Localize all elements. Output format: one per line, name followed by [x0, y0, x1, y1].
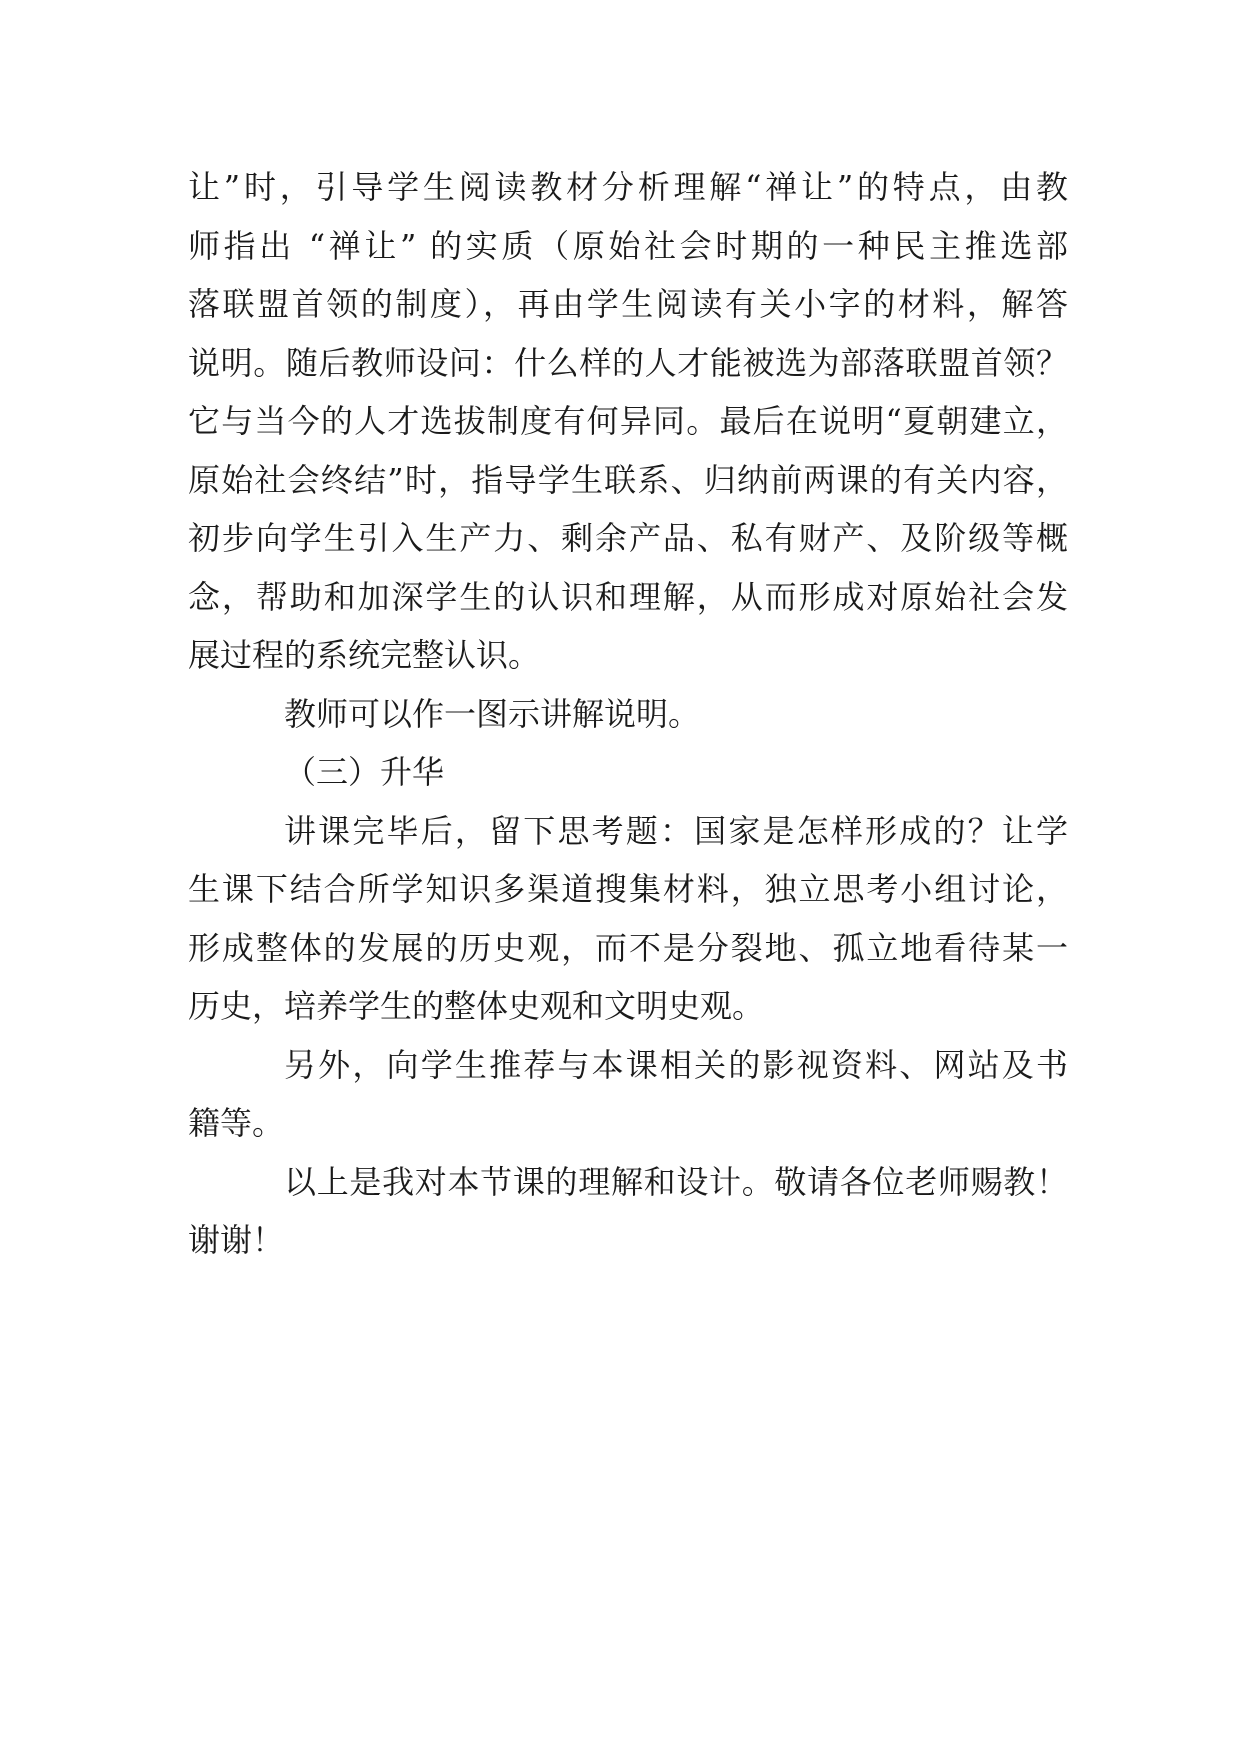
- paragraph-line: 说明。随后教师设问：什么样的人才能被选为部落联盟首领？: [188, 343, 1068, 382]
- paragraph-line: 生课下结合所学知识多渠道搜集材料，独立思考小组讨论，: [188, 870, 1068, 908]
- paragraph-line: 原始社会终结”时，指导学生联系、归纳前两课的有关内容，: [188, 460, 1068, 499]
- paragraph-line: 它与当今的人才选拔制度有何异同。最后在说明“夏朝建立，: [188, 402, 1068, 440]
- paragraph-line: 师指出 “禅让” 的实质（原始社会时期的一种民主推选部: [188, 226, 1068, 265]
- paragraph-line: 以上是我对本节课的理解和设计。敬请各位老师赐教！: [284, 1162, 1068, 1201]
- paragraph-line: 讲课完毕后，留下思考题：国家是怎样形成的？让学: [284, 811, 1068, 850]
- paragraph-line: 展过程的系统完整认识。: [188, 636, 541, 674]
- paragraph-line: 形成整体的发展的历史观，而不是分裂地、孤立地看待某一: [188, 928, 1068, 967]
- paragraph-line: 籍等。: [188, 1104, 285, 1142]
- document-body: [188, 158, 1068, 1270]
- paragraph-line: 初步向学生引入生产力、剩余产品、私有财产、及阶级等概: [188, 519, 1068, 557]
- paragraph-line: 让”时，引导学生阅读教材分析理解“禅让”的特点，由教: [188, 168, 1068, 206]
- section-heading: （三）升华: [284, 753, 445, 791]
- paragraph-line: 另外，向学生推荐与本课相关的影视资料、网站及书: [284, 1045, 1068, 1084]
- paragraph-line: 念，帮助和加深学生的认识和理解，从而形成对原始社会发: [188, 577, 1068, 616]
- paragraph-line: 落联盟首领的制度），再由学生阅读有关小字的材料，解答: [188, 285, 1068, 323]
- paragraph-line: 教师可以作一图示讲解说明。: [284, 694, 701, 733]
- paragraph-line: 谢谢！: [188, 1221, 285, 1259]
- paragraph-line: 历史，培养学生的整体史观和文明史观。: [188, 987, 765, 1025]
